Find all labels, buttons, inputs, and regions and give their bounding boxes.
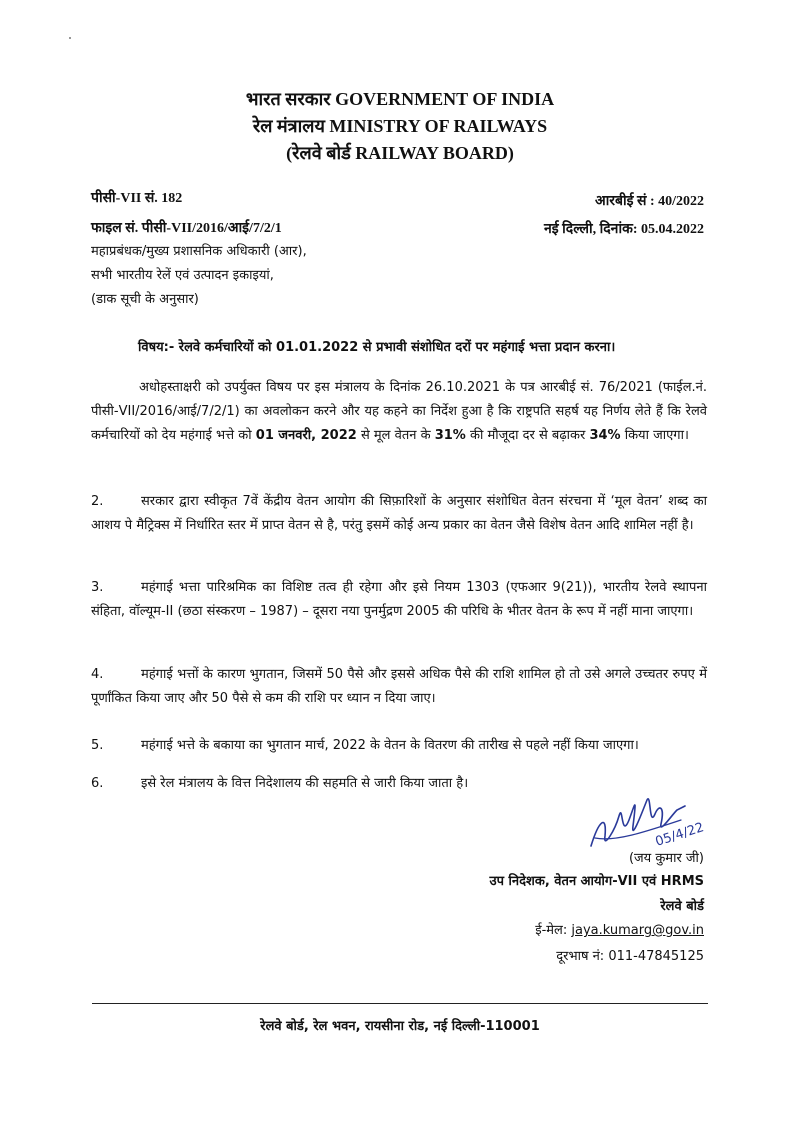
letterhead [0, 86, 800, 167]
p1-text-mid: से मूल वेतन के [356, 428, 435, 443]
p4-number: 4. [91, 667, 104, 682]
p1-text-mid2: की मौजूदा दर से बढ़ाकर [465, 428, 590, 443]
p1-text-end: किया जाएगा। [620, 428, 689, 443]
addressee [91, 240, 307, 312]
p1-effective-date: 01 जनवरी, 2022 [255, 428, 357, 443]
paragraph-4 [91, 663, 707, 711]
p6-text: इसे रेल मंत्रालय के वित्त निदेशालय की सहमति से जारी किया जाता है। [141, 776, 469, 791]
paragraph-2 [91, 490, 707, 538]
paragraph-5 [91, 734, 707, 758]
letterhead-line-2: रेल मंत्रालय MINISTRY OF RAILWAYS [252, 116, 548, 136]
paragraph-1 [91, 376, 707, 448]
footer-address: रेलवे बोर्ड, रेल भवन, रायसीना रोड, नई दिल्ली-110001 [260, 1019, 540, 1034]
rbe-number: आरबीई सं : 40/2022 [594, 194, 704, 209]
scan-speck [69, 37, 71, 39]
p4-text: महंगाई भत्तों के कारण भुगतान, जिसमें 50 पैसे और इससे अधिक पैसे की राशि शामिल हो तो उसे अगले उच्चतर रुपए में पूर्णांकित किया जाए और 50 पैसे से कम की राशि पर ध्यान न दिया जाए। [91, 667, 707, 706]
file-number: फाइल सं. पीसी-VII/2016/आई/7/2/1 [91, 221, 282, 236]
signatory-email-line [535, 920, 704, 938]
p1-old-rate: 31% [434, 428, 466, 443]
signatory-phone: दूरभाष नं: 011-47845125 [556, 949, 704, 964]
letterhead-line-3: (रेलवे बोर्ड RAILWAY BOARD) [286, 143, 514, 163]
email-link[interactable]: jaya.kumarg@gov.in [571, 923, 704, 938]
p3-text: महंगाई भत्ता पारिश्रमिक का विशिष्ट तत्व ही रहेगा और इसे नियम 1303 (एफआर 9(21)), भारतीय रेलवे स्थापना संहिता, वॉल्यूम-II (छठा संस्करण – 1987) – दूसरा नया पुनर्मुद्रण 2005 की परिधि के भीतर वेतन के रूप में नहीं माना जाएगा। [91, 580, 707, 619]
paragraph-3 [91, 576, 707, 624]
p6-number: 6. [91, 776, 104, 791]
addressee-line-3: (डाक सूची के अनुसार) [91, 292, 199, 307]
signature-date: 05/4/22 [653, 820, 706, 850]
signatory-name: (जय कुमार जी) [628, 851, 704, 866]
subject-line: विषय:- रेलवे कर्मचारियों को 01.01.2022 से प्रभावी संशोधित दरों पर महंगाई भत्ता प्रदान करना। [138, 340, 616, 355]
p1-text-start: अधोहस्ताक्षरी को उपर्युक्त विषय पर इस मंत्रालय के दिनांक 26.10.2021 के पत्र आरबीई सं. 76/2021 (फाईल.नं. पीसी-VII/2016/आई/7/2/1) का अवलोकन करने और यह कहने का निर्देश हुआ है कि राष्ट्रपति सहर्ष यह निर्णय लेते हैं कि रेलवे कर्मचारियों को देय महंगाई भत्ते को [91, 380, 707, 443]
p2-text: सरकार द्वारा स्वीकृत 7वें केंद्रीय वेतन आयोग की सिफ़ारिशों के अनुसार संशोधित वेतन संरचना में ‘मूल वेतन’ शब्द का आशय पे मैट्रिक्स में निर्धारित स्तर में प्राप्त वेतन से है, परंतु इसमें कोई अन्य प्रकार का वेतन जैसे विशेष वेतन आदि शामिल नहीं है। [91, 494, 707, 533]
place-date: नई दिल्ली, दिनांक: 05.04.2022 [543, 222, 704, 237]
p5-text: महंगाई भत्ते के बकाया का भुगतान मार्च, 2022 के वेतन के वितरण की तारीख से पहले नहीं किया जाएगा। [141, 738, 639, 753]
p3-number: 3. [91, 580, 104, 595]
p1-new-rate: 34% [589, 428, 621, 443]
email-label: ई-मेल: [535, 923, 572, 938]
signatory-office: रेलवे बोर्ड [660, 899, 704, 914]
letterhead-line-1: भारत सरकार GOVERNMENT OF INDIA [245, 89, 555, 109]
addressee-line-2: सभी भारतीय रेलें एवं उत्पादन इकाइयां, [91, 268, 274, 283]
addressee-line-1: महाप्रबंधक/मुख्य प्रशासनिक अधिकारी (आर), [91, 244, 307, 259]
signatory-designation: उप निदेशक, वेतन आयोग-VII एवं HRMS [489, 874, 704, 889]
p2-number: 2. [91, 494, 104, 509]
footer-divider [92, 1003, 708, 1004]
pc-number: पीसी-VII सं. 182 [91, 191, 183, 206]
p5-number: 5. [91, 738, 104, 753]
